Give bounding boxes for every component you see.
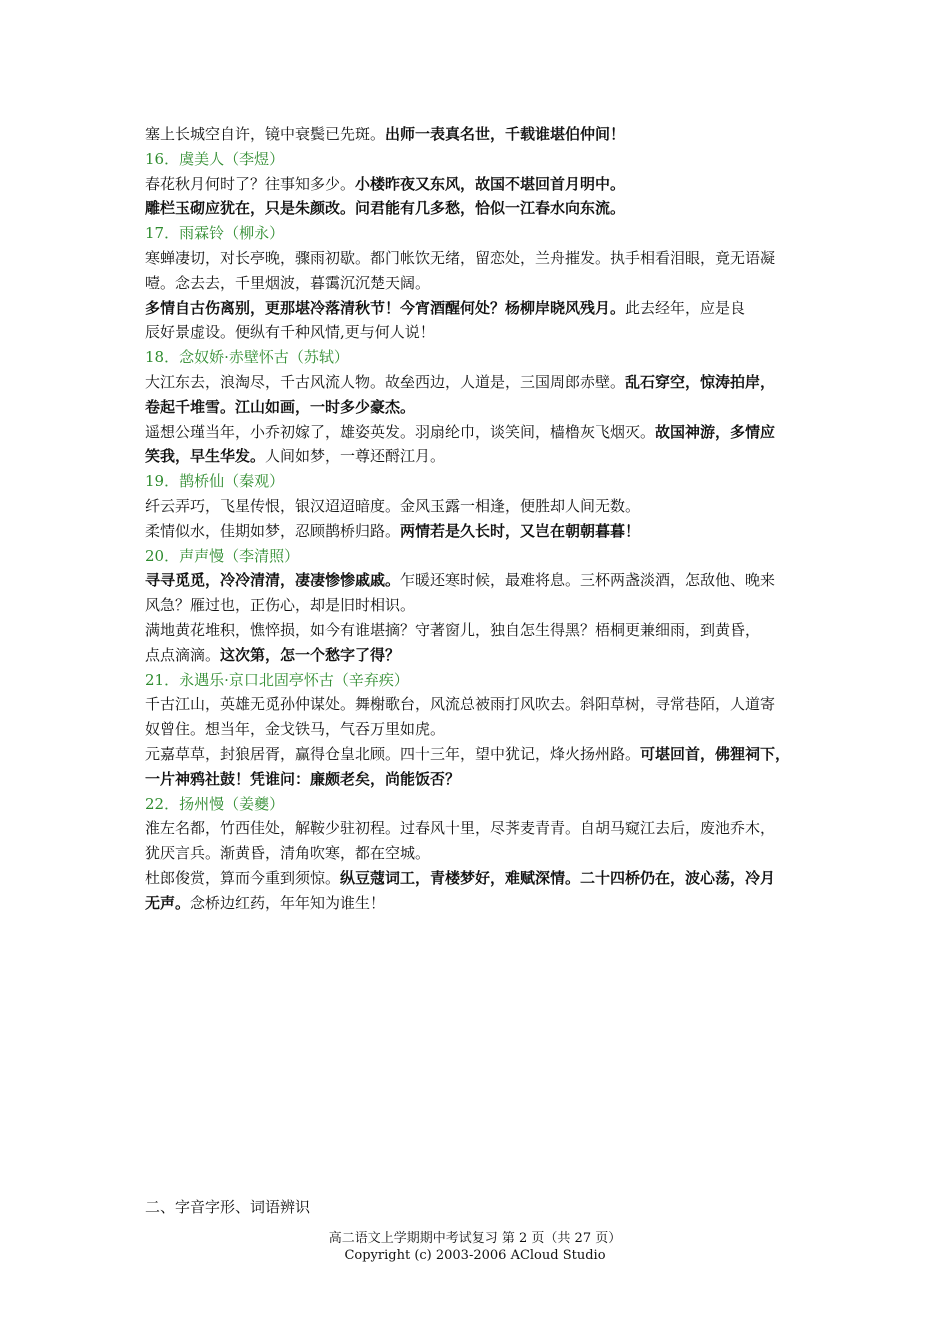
poem-heading <box>145 469 815 494</box>
text-line <box>145 593 815 618</box>
text-line <box>145 246 815 271</box>
poem-heading <box>145 221 815 246</box>
text-segment: 杜郎俊赏，算而今重到须惊。 <box>145 868 341 887</box>
text-segment: 22．扬州慢（姜夔） <box>145 794 285 813</box>
bold-text: 小楼昨夜又东风，故国不堪回首月明中。 <box>355 174 626 193</box>
text-line <box>145 742 815 767</box>
text-segment: 16．虞美人（李煜） <box>145 149 285 168</box>
bold-text: 出师一表真名世，千载谁堪伯仲间！ <box>385 125 626 143</box>
text-line <box>145 370 815 395</box>
footer-copyright: Copyright (c) 2003-2006 ACloud Studio <box>344 1248 606 1263</box>
text-line <box>145 395 815 420</box>
text-segment: 乍暖还寒时候，最难将息。三杯两盏淡酒，怎敌他、晚来 <box>400 571 776 590</box>
section-title: 二、字音字形、词语辨识 <box>145 1198 311 1216</box>
text-segment: 塞上长城空自许，镜中衰鬓已先斑。 <box>145 125 386 143</box>
text-line <box>145 296 815 321</box>
text-line <box>145 891 815 916</box>
text-segment: 噎。念去去，千里烟波，暮霭沉沉楚天阔。 <box>145 273 431 292</box>
text-line <box>145 444 815 469</box>
text-line <box>145 692 815 717</box>
text-line <box>145 196 815 221</box>
text-segment: 风急？雁过也，正伤心，却是旧时相识。 <box>145 596 416 615</box>
text-segment: 念桥边红药，年年知为谁生！ <box>190 893 386 912</box>
bold-text: 故国神游，多情应 <box>655 422 776 441</box>
text-line <box>145 519 815 544</box>
bold-text: 这次第，怎一个愁字了得？ <box>220 645 401 664</box>
bold-text: 笑我，早生华发。 <box>145 447 266 466</box>
bold-text: 无声。 <box>145 893 191 912</box>
text-line <box>145 717 815 742</box>
text-line <box>145 320 815 345</box>
text-segment: 元嘉草草，封狼居胥，赢得仓皇北顾。四十三年，望中犹记，烽火扬州路。 <box>145 744 641 763</box>
bold-text: 多情自古伤离别，更那堪冷落清秋节！今宵酒醒何处？杨柳岸晓风残月。 <box>145 298 626 317</box>
text-segment: 19．鹊桥仙（秦观） <box>145 472 285 491</box>
text-segment: 奴曾住。想当年，金戈铁马，气吞万里如虎。 <box>145 720 446 739</box>
text-segment: 人间如梦，一尊还酹江月。 <box>265 447 446 466</box>
poem-heading <box>145 668 815 693</box>
bold-text: 雕栏玉砌应犹在，只是朱颜改。问君能有几多愁，恰似一江春水向东流。 <box>145 199 626 218</box>
document-body <box>145 122 815 916</box>
text-line <box>145 494 815 519</box>
text-segment: 21．永遇乐·京口北固亭怀古（辛弃疾） <box>145 670 409 689</box>
text-segment: 点点滴滴。 <box>145 645 221 664</box>
text-segment: 18．念奴娇·赤壁怀古（苏轼） <box>145 348 349 367</box>
text-line <box>145 618 815 643</box>
bold-text: 乱石穿空，惊涛拍岸， <box>625 372 776 391</box>
text-segment: 柔情似水，佳期如梦，忍顾鹊桥归路。 <box>145 521 401 540</box>
text-segment: 辰好景虚设。便纵有千种风情,更与何人说！ <box>145 323 435 342</box>
bold-text: 寻寻觅觅，冷冷清清，凄凄惨惨戚戚。 <box>145 571 401 590</box>
text-segment: 春花秋月何时了？往事知多少。 <box>145 174 356 193</box>
text-line <box>145 767 815 792</box>
bold-text: 卷起千堆雪。江山如画，一时多少豪杰。 <box>145 397 416 416</box>
text-segment: 千古江山，英雄无觅孙仲谋处。舞榭歌台，风流总被雨打风吹去。斜阳草树，寻常巷陌，人道寄 <box>145 695 776 714</box>
poem-heading <box>145 147 815 172</box>
text-line <box>145 841 815 866</box>
text-line <box>145 122 815 147</box>
text-line <box>145 816 815 841</box>
text-line <box>145 568 815 593</box>
footer-page-info: 高二语文上学期期中考试复习 第 2 页（共 27 页） <box>328 1231 622 1246</box>
text-segment: 17．雨霖铃（柳永） <box>145 224 285 243</box>
text-line <box>145 172 815 197</box>
bold-text: 可堪回首，佛狸祠下， <box>640 744 791 763</box>
text-line <box>145 866 815 891</box>
poem-heading <box>145 345 815 370</box>
text-segment: 20．声声慢（李清照） <box>145 546 300 565</box>
poem-heading <box>145 544 815 569</box>
bold-text: 纵豆蔻词工，青楼梦好，难赋深情。二十四桥仍在，波心荡，冷月 <box>340 868 776 887</box>
text-line <box>145 420 815 445</box>
poem-heading <box>145 792 815 817</box>
text-segment: 犹厌言兵。渐黄昏，清角吹寒，都在空城。 <box>145 844 431 863</box>
bold-text: 一片神鸦社鼓！凭谁问：廉颇老矣，尚能饭否？ <box>145 769 461 788</box>
text-line <box>145 643 815 668</box>
text-segment: 满地黄花堆积，憔悴损，如今有谁堪摘？守著窗儿，独自怎生得黑？梧桐更兼细雨，到黄昏， <box>145 620 761 639</box>
text-segment: 淮左名都，竹西佳处，解鞍少驻初程。过春风十里，尽荠麦青青。自胡马窥江去后，废池乔木， <box>145 819 776 838</box>
text-segment: 寒蝉凄切，对长亭晚，骤雨初歇。都门帐饮无绪，留恋处，兰舟摧发。执手相看泪眼，竟无语凝 <box>145 248 776 267</box>
text-segment: 纤云弄巧，飞星传恨，银汉迢迢暗度。金风玉露一相逢，便胜却人间无数。 <box>145 496 641 515</box>
text-segment: 大江东去，浪淘尽，千古风流人物。故垒西边，人道是，三国周郎赤壁。 <box>145 372 626 391</box>
text-segment: 此去经年，应是良 <box>625 298 746 317</box>
text-segment: 遥想公瑾当年，小乔初嫁了，雄姿英发。羽扇纶巾，谈笑间，樯橹灰飞烟灭。 <box>145 422 656 441</box>
bold-text: 两情若是久长时，又岂在朝朝暮暮！ <box>400 521 641 540</box>
page-footer <box>0 1230 950 1264</box>
text-line <box>145 271 815 296</box>
